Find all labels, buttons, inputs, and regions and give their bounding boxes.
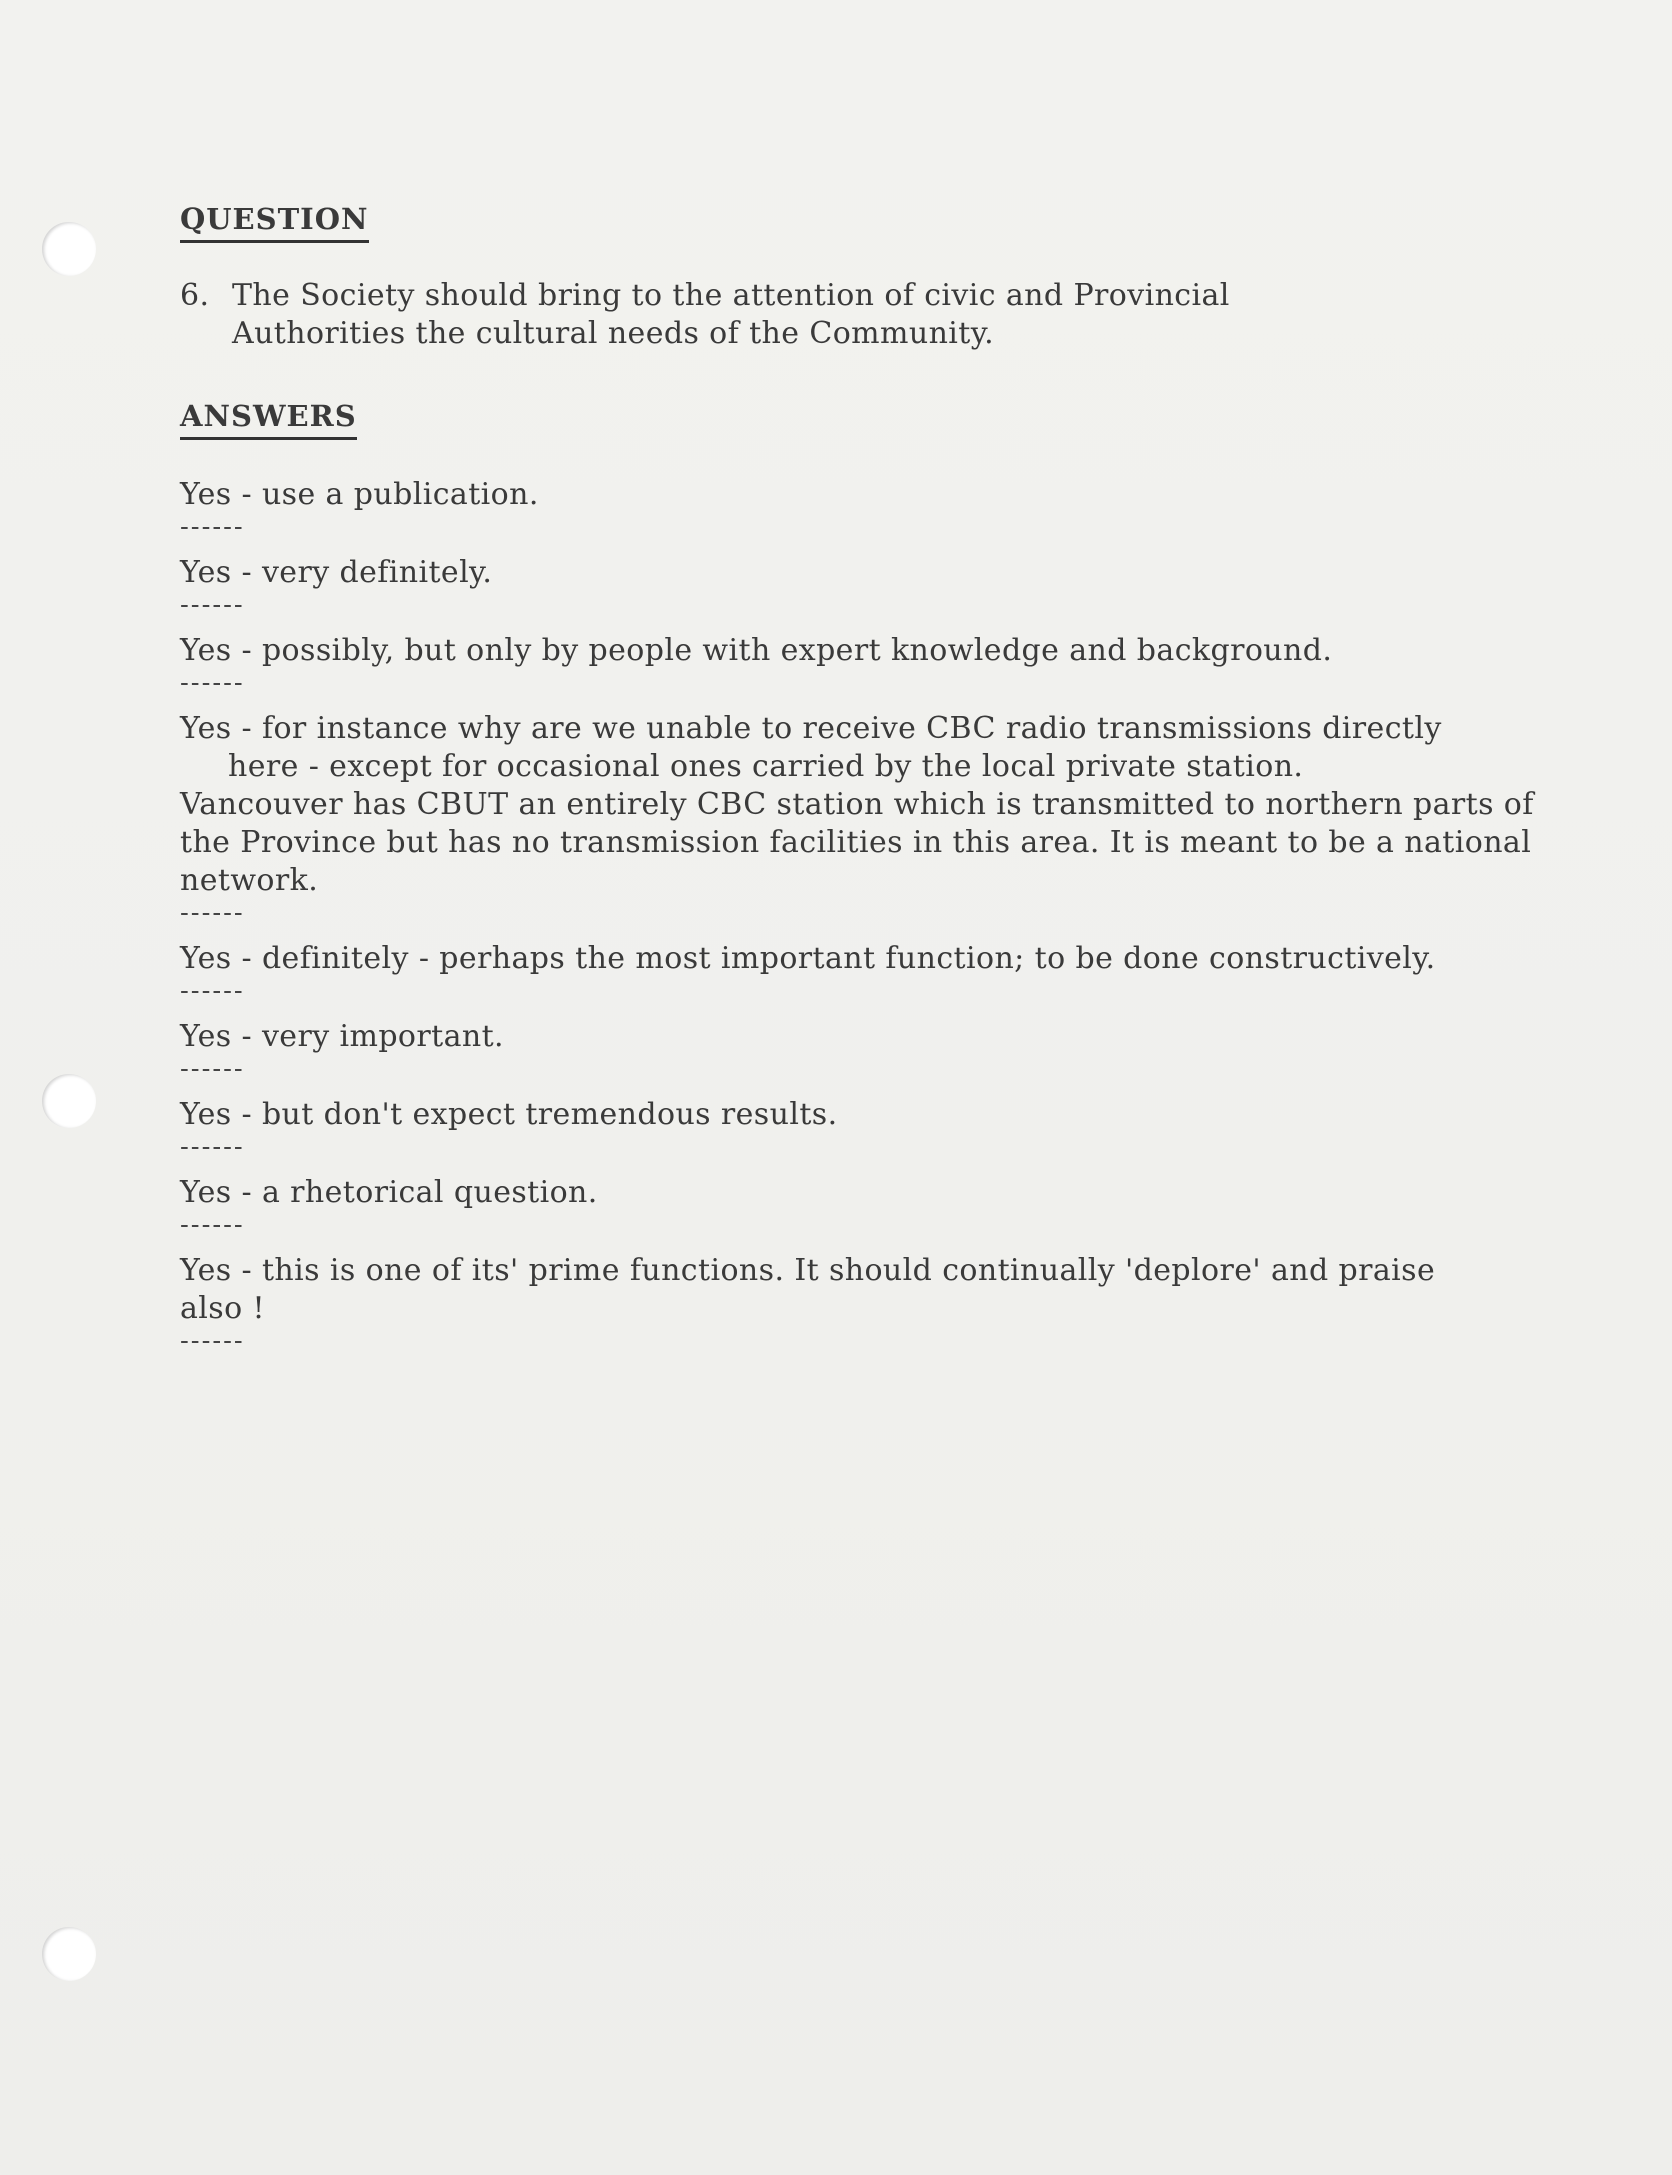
answer-separator: ------ [180, 976, 245, 1006]
punch-hole [42, 1927, 96, 1981]
answer-separator: ------ [180, 1326, 245, 1356]
answer-item [180, 710, 1600, 926]
answer-text: Yes - very important. [180, 1019, 504, 1054]
document-content [180, 200, 1600, 1368]
question-item [180, 277, 1600, 353]
answer-continuation: Vancouver has CBUT an entirely CBC station which is transmitted to northern parts of the Province but has no transmission facilities in this area. It is meant to be a national network. [180, 787, 1534, 898]
answer-item [180, 554, 1600, 618]
answer-separator: ------ [180, 1132, 245, 1162]
answer-item [180, 1018, 1600, 1082]
answer-separator: ------ [180, 512, 245, 542]
answer-text: Yes - a rhetorical question. [180, 1175, 598, 1210]
question-heading: QUESTION [180, 200, 369, 243]
answer-text: Yes - definitely - perhaps the most important function; to be done constructively. [180, 941, 1436, 976]
answer-text: Yes - this is one of its' prime functions. It should continually 'deplore' and praise also ! [180, 1253, 1436, 1326]
answer-text: Yes - possibly, but only by people with expert knowledge and background. [180, 633, 1333, 668]
answer-separator: ------ [180, 1054, 245, 1084]
answer-text: Yes - use a publication. [180, 477, 539, 512]
question-text: The Society should bring to the attention of civic and Provincial Authorities the cultural needs of the Community. [232, 278, 1230, 351]
answer-continuation: here - except for occasional ones carried by the local private station. [228, 749, 1304, 784]
punch-hole [42, 1074, 96, 1128]
answers-heading: ANSWERS [180, 397, 357, 440]
answer-item [180, 1096, 1600, 1160]
answer-separator: ------ [180, 590, 245, 620]
question-number: 6. [180, 278, 210, 313]
answer-item [180, 940, 1600, 1004]
answers-list [180, 476, 1600, 1354]
answer-item [180, 1252, 1600, 1354]
answer-separator: ------ [180, 668, 245, 698]
answer-separator: ------ [180, 898, 245, 928]
answer-item [180, 476, 1600, 540]
answer-item [180, 1174, 1600, 1238]
answer-text: Yes - for instance why are we unable to receive CBC radio transmissions directly [180, 711, 1442, 746]
answer-item [180, 632, 1600, 696]
punch-hole [42, 222, 96, 276]
answer-separator: ------ [180, 1210, 245, 1240]
answer-text: Yes - very definitely. [180, 555, 493, 590]
answer-text: Yes - but don't expect tremendous results. [180, 1097, 838, 1132]
